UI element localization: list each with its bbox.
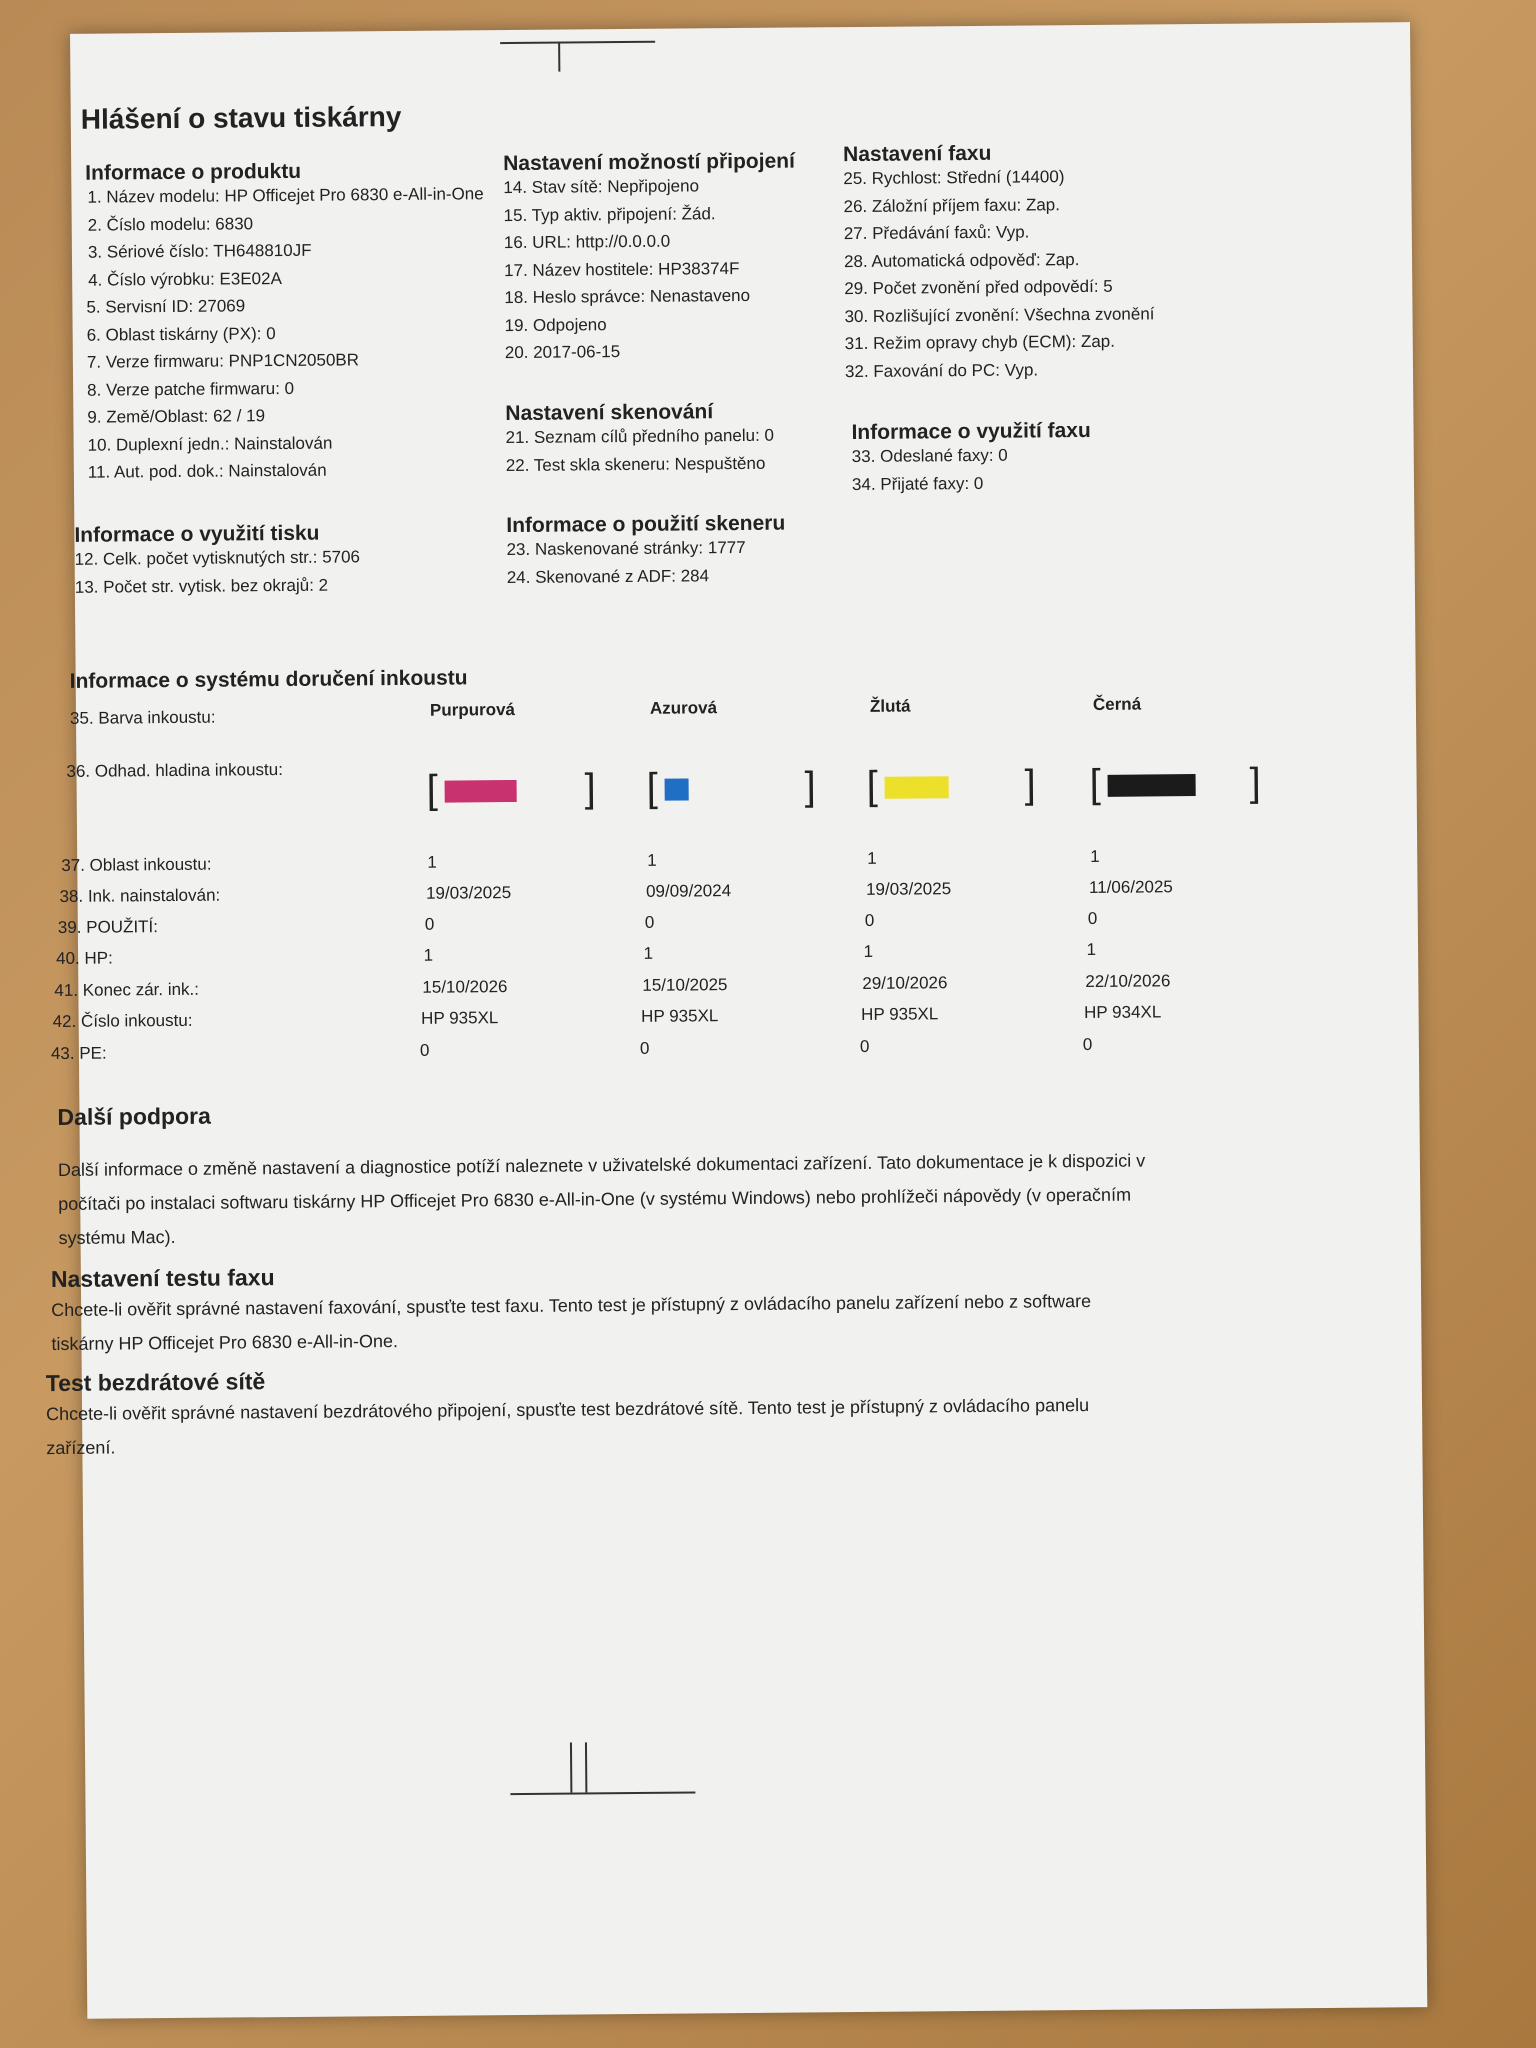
product-item: 2. Číslo modelu: 6830 <box>87 213 254 235</box>
ink-level-gauge <box>646 764 847 810</box>
ink-value-usage: 0 <box>1087 908 1098 928</box>
fax-settings-item: 25. Rychlost: Střední (14400) <box>843 167 1065 189</box>
support-line: Další informace o změně nastavení a diagnostice potíží naleznete v uživatelské dokumentaci zařízení. Tato dokumentace je k dispozici v <box>57 1150 1146 1180</box>
ink-level-track <box>1108 773 1268 796</box>
bottom-alignment-mark <box>510 1791 695 1795</box>
print-usage-item: 13. Počet str. vytisk. bez okrajů: 2 <box>74 575 329 597</box>
ink-value-ink-number: HP 935XL <box>421 1008 499 1028</box>
product-info-heading: Informace o produktu <box>85 159 302 185</box>
scanner-usage-item: 23. Naskenované stránky: 1777 <box>506 537 746 560</box>
product-item: 5. Servisní ID: 27069 <box>86 296 246 317</box>
ink-level-fill <box>445 780 517 803</box>
ink-color-name: Azurová <box>649 698 718 718</box>
connectivity-item: 16. URL: http://0.0.0.0 <box>503 231 671 253</box>
bottom-alignment-mark-stem-2 <box>585 1742 587 1792</box>
support-line: systému Mac). <box>58 1226 176 1248</box>
ink-level-gauge <box>426 766 627 812</box>
ink-level-track <box>885 775 1045 798</box>
gauge-left-bracket: [ <box>426 767 438 812</box>
ink-level-gauge <box>1089 760 1289 806</box>
ink-value-pe: 0 <box>419 1040 430 1060</box>
ink-value-warranty-end: 15/10/2026 <box>422 977 508 997</box>
product-item: 1. Název modelu: HP Officejet Pro 6830 e-All-in-One <box>87 184 484 207</box>
ink-level-track <box>445 779 605 802</box>
support-heading: Další podpora <box>57 1102 211 1130</box>
ink-color-name: Purpurová <box>429 699 516 720</box>
product-item: 4. Číslo výrobku: E3E02A <box>88 268 282 290</box>
fax-settings-heading: Nastavení faxu <box>843 141 992 167</box>
gauge-left-bracket: [ <box>1089 761 1101 806</box>
connectivity-heading: Nastavení možností připojení <box>503 149 795 176</box>
ink-value-usage: 0 <box>644 912 655 932</box>
connectivity-item: 17. Název hostitele: HP38374F <box>504 258 740 280</box>
ink-level-fill <box>1108 774 1196 797</box>
scanner-usage-heading: Informace o použití skeneru <box>506 511 786 538</box>
fax-test-heading: Nastavení testu faxu <box>50 1264 275 1293</box>
product-item: 10. Duplexní jedn.: Nainstalován <box>87 433 333 455</box>
gauge-right-bracket: ] <box>584 766 596 811</box>
ink-level-fill <box>665 778 689 800</box>
ink-row-label: 35. Barva inkoustu: <box>69 707 216 728</box>
report-title: Hlášení o stavu tiskárny <box>80 100 402 135</box>
ink-value-hp: 1 <box>1086 939 1097 960</box>
support-line: počítači po instalaci softwaru tiskárny HP Officejet Pro 6830 e-All-in-One (v systému Windows) nebo prohlížeči nápovědy (v operačním <box>58 1184 1132 1214</box>
fax-test-line: tiskárny HP Officejet Pro 6830 e-All-in-One. <box>51 1331 399 1355</box>
product-item: 3. Sériové číslo: TH648810JF <box>87 240 312 262</box>
fax-settings-item: 31. Režim opravy chyb (ECM): Zap. <box>844 331 1116 354</box>
ink-value-pe: 0 <box>1082 1034 1093 1055</box>
ink-row-label: 41. Konec zár. ink.: <box>54 979 200 1001</box>
wireless-test-heading: Test bezdrátové sítě <box>45 1368 266 1397</box>
ink-value-warranty-end: 29/10/2026 <box>862 973 948 993</box>
ink-value-pe: 0 <box>859 1036 870 1056</box>
product-item: 11. Aut. pod. dok.: Nainstalován <box>87 460 327 482</box>
ink-value-usage: 0 <box>864 910 875 930</box>
connectivity-item: 20. 2017-06-15 <box>504 342 621 363</box>
ink-value-area: 1 <box>867 848 877 868</box>
ink-system-table <box>50 22 1420 1134</box>
ink-row-label: 42. Číslo inkoustu: <box>52 1010 193 1032</box>
gauge-right-bracket: ] <box>1024 762 1036 807</box>
product-item: 6. Oblast tiskárny (PX): 0 <box>86 323 276 345</box>
ink-row-label: 37. Oblast inkoustu: <box>61 854 212 875</box>
fax-settings-item: 26. Záložní příjem faxu: Zap. <box>843 194 1061 216</box>
ink-row-label: 40. HP: <box>56 948 113 969</box>
connectivity-item: 15. Typ aktiv. připojení: Žád. <box>503 203 716 225</box>
support-text <box>58 1142 1359 1255</box>
print-usage-item: 12. Celk. počet vytisknutých str.: 5706 <box>74 547 361 569</box>
scan-settings-item: 21. Seznam cílů předního panelu: 0 <box>505 425 775 448</box>
ink-row-label: 38. Ink. nainstalován: <box>59 885 221 906</box>
scan-settings-heading: Nastavení skenování <box>505 400 714 426</box>
connectivity-item: 14. Stav sítě: Nepřipojeno <box>503 176 700 198</box>
gauge-right-bracket: ] <box>804 764 816 809</box>
support-section <box>57 1093 1358 1255</box>
ink-value-usage: 0 <box>424 914 435 934</box>
ink-level-fill <box>885 776 949 799</box>
connectivity-item: 18. Heslo správce: Nenastaveno <box>504 285 751 308</box>
ink-value-warranty-end: 22/10/2026 <box>1085 971 1171 992</box>
fax-settings-item: 28. Automatická odpověď: Zap. <box>843 249 1080 271</box>
fax-settings-item: 29. Počet zvonění před odpovědí: 5 <box>844 276 1113 299</box>
ink-value-installed: 11/06/2025 <box>1088 877 1173 897</box>
ink-row-label: 36. Odhad. hladina inkoustu: <box>66 760 283 781</box>
ink-value-pe: 0 <box>639 1038 650 1058</box>
ink-value-area: 1 <box>1090 846 1100 866</box>
fax-settings-item: 32. Faxování do PC: Vyp. <box>844 359 1039 381</box>
ink-value-warranty-end: 15/10/2025 <box>642 975 728 995</box>
gauge-right-bracket: ] <box>1249 760 1261 805</box>
ink-value-installed: 19/03/2025 <box>425 883 512 903</box>
fax-test-line: Chcete-li ověřit správné nastavení faxování, spusťte test faxu. Tento test je přístupný z ovládacího panelu zařízení nebo z software <box>51 1290 1092 1321</box>
ink-level-gauge <box>866 762 1066 808</box>
product-item: 8. Verze patche firmwaru: 0 <box>87 378 295 400</box>
wireless-test-line: Chcete-li ověřit správné nastavení bezdrátového připojení, spusťte test bezdrátové sítě. Tento test je přístupný z ovládacího panelu <box>45 1395 1090 1425</box>
fax-test-section <box>51 1255 1352 1361</box>
gauge-left-bracket: [ <box>646 765 658 810</box>
ink-value-hp: 1 <box>423 945 434 965</box>
fax-settings-item: 30. Rozlišující zvonění: Všechna zvonění <box>844 303 1155 326</box>
wireless-test-line: zařízení. <box>46 1437 116 1459</box>
bottom-alignment-mark-stem-1 <box>570 1743 572 1793</box>
fax-usage-item: 33. Odeslané faxy: 0 <box>851 445 1008 467</box>
ink-row-label: 43. PE: <box>50 1043 107 1064</box>
ink-value-ink-number: HP 934XL <box>1084 1002 1162 1023</box>
printed-report-page <box>45 22 1427 2019</box>
ink-value-ink-number: HP 935XL <box>861 1004 939 1024</box>
print-usage-heading: Informace o využití tisku <box>74 521 320 547</box>
scan-settings-item: 22. Test skla skeneru: Nespuštěno <box>505 453 766 475</box>
product-item: 9. Země/Oblast: 62 / 19 <box>87 406 266 427</box>
ink-row-label: 39. POUŽITÍ: <box>57 917 159 937</box>
ink-value-area: 1 <box>427 852 437 872</box>
product-item: 7. Verze firmwaru: PNP1CN2050BR <box>86 350 360 372</box>
connectivity-item: 19. Odpojeno <box>504 314 607 335</box>
fax-settings-item: 27. Předávání faxů: Vyp. <box>843 222 1030 244</box>
ink-level-track <box>665 777 825 800</box>
ink-value-area: 1 <box>647 850 657 870</box>
ink-value-hp: 1 <box>643 943 654 963</box>
fax-usage-heading: Informace o využití faxu <box>851 418 1091 445</box>
gauge-left-bracket: [ <box>866 763 878 808</box>
scanner-usage-item: 24. Skenované z ADF: 284 <box>506 565 710 587</box>
wireless-test-section <box>46 1359 1347 1465</box>
ink-value-installed: 19/03/2025 <box>865 879 952 899</box>
ink-color-name: Černá <box>1092 694 1142 714</box>
ink-value-ink-number: HP 935XL <box>641 1006 719 1026</box>
fax-usage-item: 34. Přijaté faxy: 0 <box>851 473 984 494</box>
ink-value-installed: 09/09/2024 <box>645 881 732 901</box>
ink-value-hp: 1 <box>863 941 874 961</box>
ink-system-heading: Informace o systému doručení inkoustu <box>69 666 468 693</box>
ink-color-name: Žlutá <box>869 696 911 716</box>
